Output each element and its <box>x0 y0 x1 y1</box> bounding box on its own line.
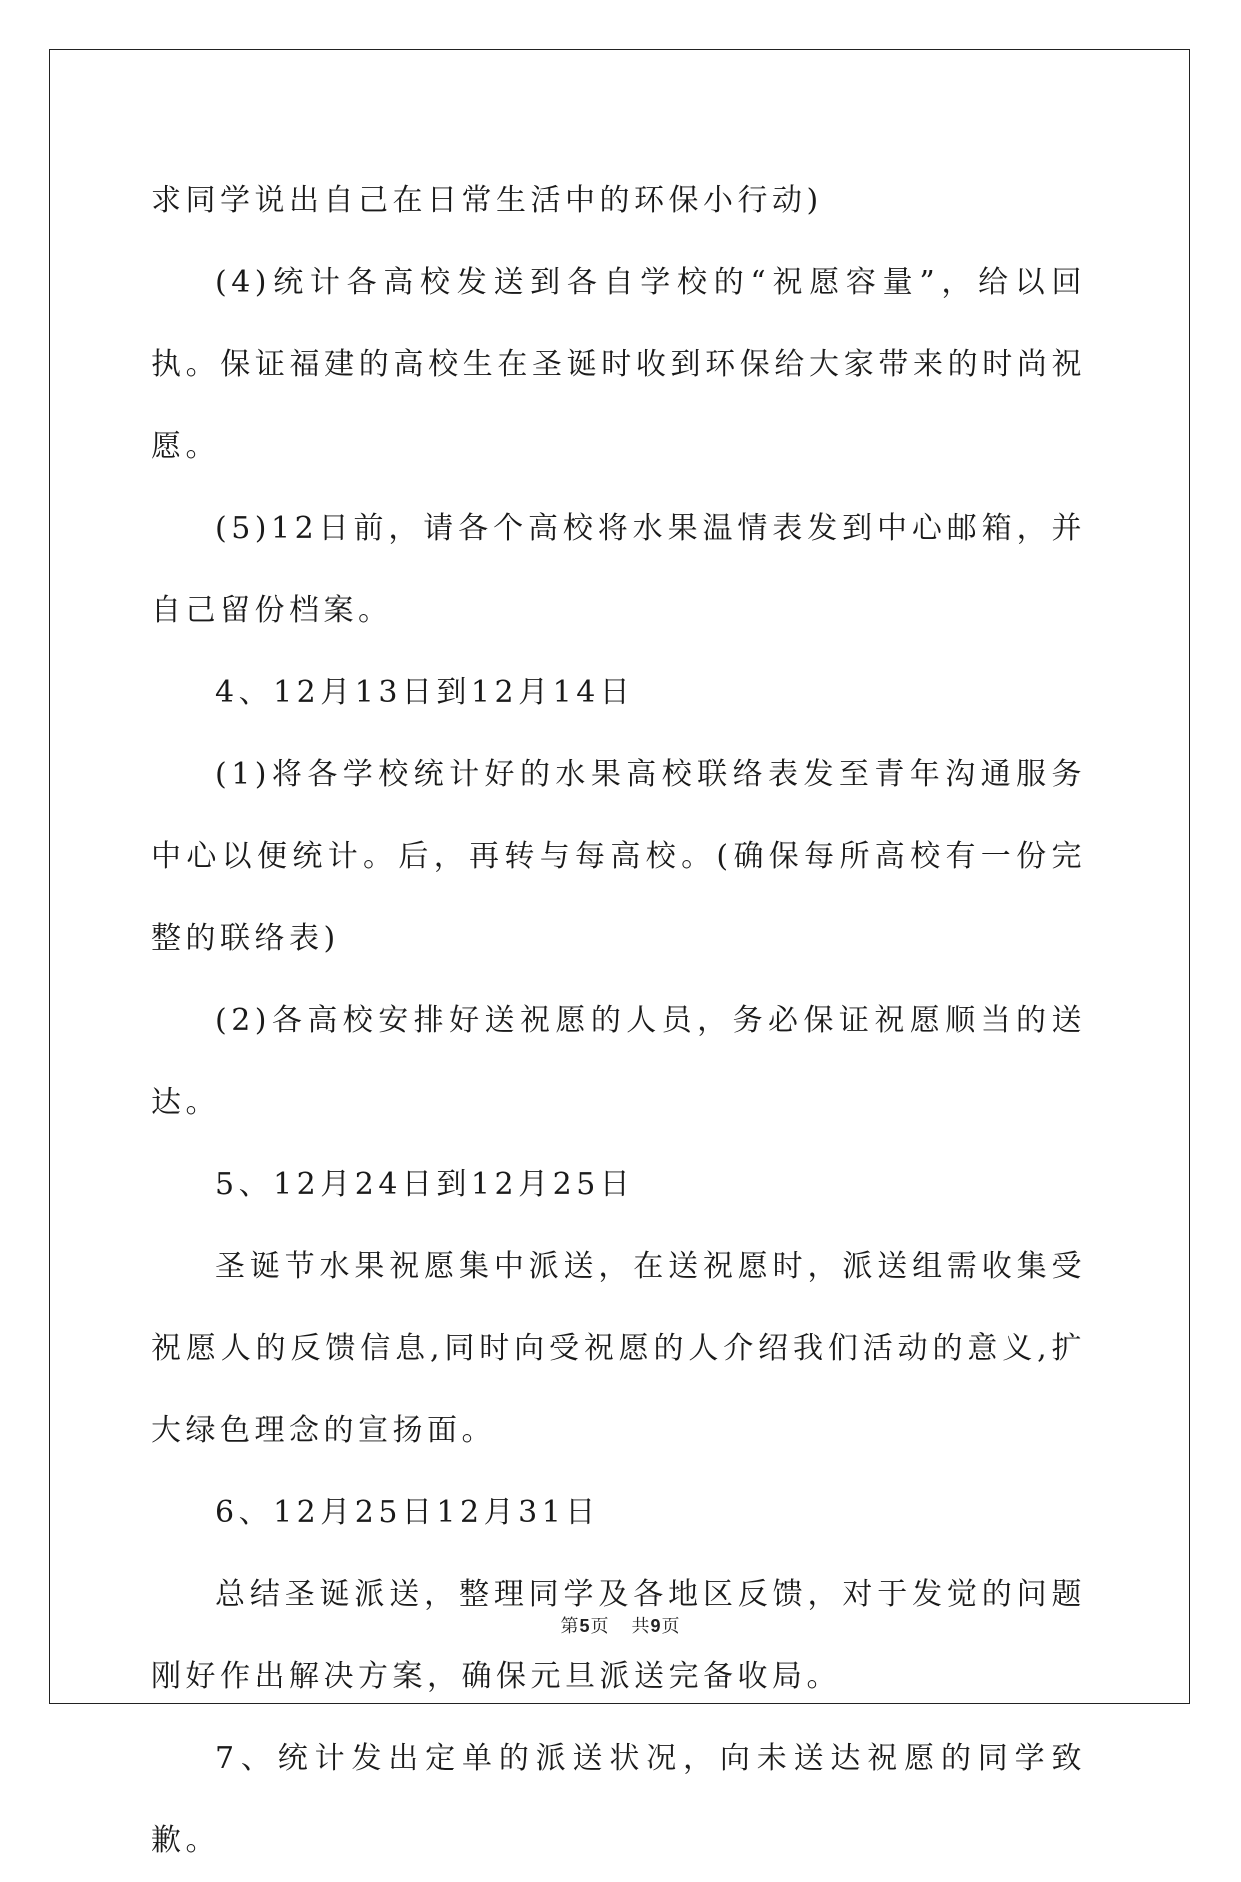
paragraph-1: 求同学说出自己在日常生活中的环保小行动) <box>151 183 823 218</box>
total-prefix: 共 <box>631 1616 651 1637</box>
section-heading-4: 4、12月13日到12月14日 <box>215 675 635 710</box>
page-current-number: 5 <box>579 1616 591 1636</box>
section-heading-5: 5、12月24日到12月25日 <box>215 1167 635 1202</box>
paragraph-8: 圣诞节水果祝愿集中派送，在送祝愿时，派送组需收集受祝愿人的反馈信息,同时向受祝愿的人介绍我们活动的意义,扩大绿色理念的宣扬面。 <box>151 1249 1086 1448</box>
paragraph-6: (2)各高校安排好送祝愿的人员，务必保证祝愿顺当的送达。 <box>151 1003 1086 1120</box>
page-suffix: 页 <box>590 1616 610 1637</box>
page-prefix: 第 <box>560 1616 580 1637</box>
page-footer <box>0 1612 1241 1638</box>
total-suffix: 页 <box>661 1616 681 1637</box>
section-heading-7: 7、统计发出定单的派送状况，向未送达祝愿的同学致歉。 <box>151 1741 1086 1858</box>
section-heading-6: 6、12月25日12月31日 <box>215 1495 600 1530</box>
paragraph-3: (5)12日前，请各个高校将水果温情表发到中心邮箱，并自己留份档案。 <box>151 511 1086 628</box>
paragraph-10: 总结圣诞派送，整理同学及各地区反馈，对于发觉的问题刚好作出解决方案，确保元旦派送完备收局。 <box>151 1577 1086 1694</box>
paragraph-5: (1)将各学校统计好的水果高校联络表发至青年沟通服务中心以便统计。后，再转与每高校。(确保每所高校有一份完整的联络表) <box>151 757 1086 956</box>
page-total-number: 9 <box>650 1616 662 1636</box>
paragraph-2: (4)统计各高校发送到各自学校的“祝愿容量”，给以回执。保证福建的高校生在圣诞时收到环保给大家带来的时尚祝愿。 <box>151 265 1086 464</box>
